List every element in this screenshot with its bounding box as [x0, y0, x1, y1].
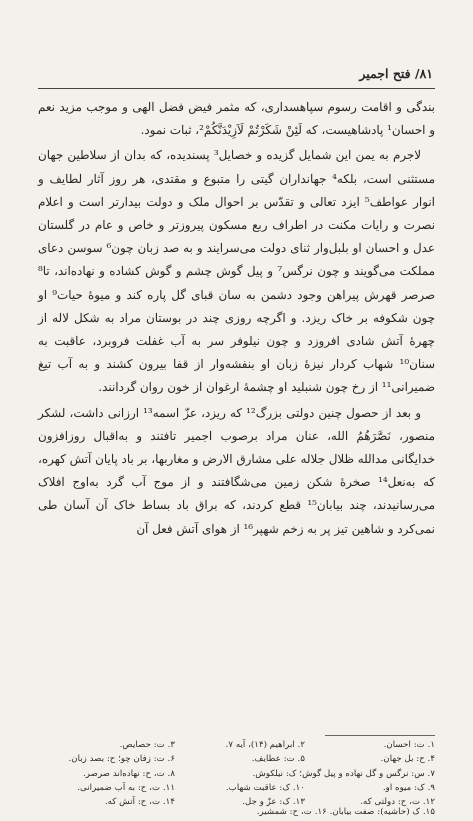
footnote-12: ۱۲. ت، ح: دولتی که.: [360, 797, 435, 808]
paragraph-1: بندگی و اقامت رسوم سپاهسداری، که مثمر فیض فضل الهی و موجب مزید نعم و احسان¹ پادشاهیست، که لَئِنْ شَکَرْتُمْ لَاَزِیْدَنَّکُمْ²، ثبات نمود.: [38, 100, 435, 138]
paragraph-3: و بعد از حصول چنین دولتی بزرگ¹² که ریزد، عزّ اسمه¹³ ارزانی داشت، لشکر منصور، نَصَّرَهُمُ الله، عنان مراد برصوب اجمیر تافتند و به‌اقبال روزافزون خدایگانی مدالله ظلال جلاله علی مشارق الارض و مغاربها، بر باد پایان آتش کهره، که به‌نعل¹⁴ صخرهٔ شکن زمین می‌شگافتند و از موج آب گرد به‌اوج افلاک می‌رسانیدند، چند بیابان¹⁵ قطع کردند، که براق باد بساط خاک آن آسان طی نمی‌کرد و شاهین تیز پر به زخم شهپر¹⁶ از هوای آتش فعل آن: [38, 405, 435, 536]
footnote-4: ۴. ح: بل جهان.: [380, 754, 435, 765]
paragraph-2: لاجرم به یمن این شمایل گزیده و خصایل³ پسندیده، که بدان از سلاطین جهان مستثنی است، بلکه⁴ جهانداران گیتی را متبوع و مقتدی، هر روز آثار لطایف و انوار عواطف⁵ ایزد تعالی و تقدّس بر احوال ملک و دولت بیدارتر است و اعلام نصرت و رایات مکنت در اطراف ربع مسکون پیروزتر و خاص و عام در گلستان عدل و احسان او بلبل‌وار ثنای دولت می‌سرایند و به صد زبان چون⁶ سوسن دعای مملکت می‌گویند و چون نرگس⁷ و پیل گوش چشم و گوش کشاده و نهاده‌اند، تا⁸ صرصر قهرش پیراهن وجود دشمن به سان قبای گل پاره کند و میوهٔ حیات⁹ او چون شکوفه بر خاک ریزد. و اگرچه روزی چند در بوستان مراد به شکل لاله از چهرهٔ آتش شادی افروزد و چون نیلوفر سر به آب غفلت فروبرد، عاقبت به سنان¹⁰ شهاب کردار نیزهٔ زبان او بنفشه‌وار از قفا بیرون کشند و به آب تیغ ضمیرانی¹¹ از رخ چون شنبلید او چشمهٔ ارغوان از خون روان گردانند.: [38, 148, 436, 395]
footnote-6: ۶. ت: زفان چو؛ ح: بصد زبان.: [68, 754, 175, 765]
footnote-13: ۱۳. ک: عزّ و جل.: [242, 797, 305, 808]
body-text: [38, 96, 435, 541]
footnote-2: ۲. ابراهیم (۱۴)، آیه ۷.: [225, 740, 305, 750]
footnote-15: ۱۵. ک (حاشیه): صفت بیابان. ۱۶. ت، ح: شمشیر.: [256, 807, 435, 817]
running-header: ۸۱/ فتح اجمیر: [359, 66, 433, 81]
footnote-10: ۱۰. ک: عاقبت شهاب.: [225, 782, 305, 793]
footnote-8: ۸. ت، ح: نهاده‌اند صرصر.: [83, 768, 175, 779]
footnote-9: ۹. ک: میوه او.: [382, 782, 435, 793]
footnote-3: ۳. ت: حصایص.: [119, 740, 175, 750]
footnote-11: ۱۱. ت، ح: به آب ضمیرانی.: [77, 782, 175, 793]
footnote-1: ۱. ت: احسان.: [383, 740, 435, 750]
footnote-5: ۵. ت: عطایف.: [251, 754, 305, 765]
footnote-rule: [325, 735, 435, 736]
footnotes: [38, 738, 435, 809]
header-rule: [38, 88, 435, 89]
footnote-14: ۱۴. ت، ح: آتش که.: [104, 797, 175, 808]
footnote-7: ۷. س: نرگس و گل نهاده و پیل گوش؛ ک: نیلکوش.: [252, 768, 435, 779]
